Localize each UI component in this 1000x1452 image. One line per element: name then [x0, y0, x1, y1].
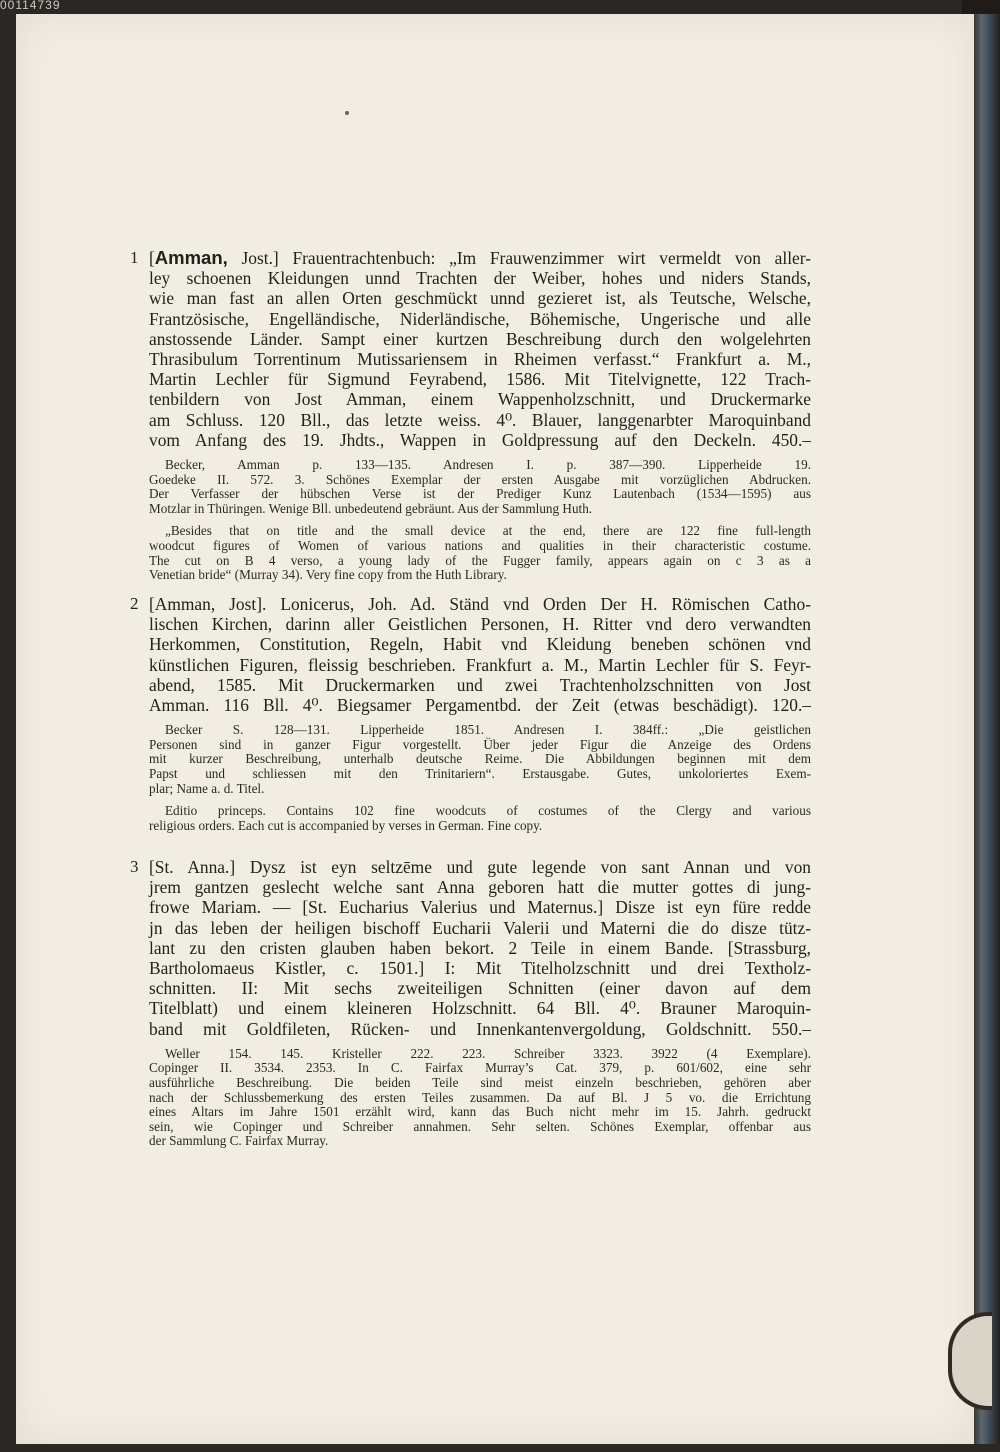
note-line: Personen sind in ganzer Figur vorgestellt. Über jeder Figur die Anzeige des Ordens — [149, 736, 811, 752]
entry-note — [149, 1047, 811, 1149]
description-line: schnitten. II: Mit sechs zweiteiligen Schnitten (einer davon auf dem — [149, 978, 811, 999]
note-line: Copinger II. 3534. 2353. In C. Fairfax Murray’s Cat. 379, p. 601/602, eine sehr — [149, 1060, 811, 1076]
entry-heading: Amman, — [154, 247, 228, 268]
note-line: Goedeke II. 572. 3. Schönes Exemplar der ersten Ausgabe mit vorzüglichen Abdrucken. — [149, 471, 811, 487]
note-line: Motzlar in Thüringen. Wenige Bll. unbedeutend gebräunt. Aus der Sammlung Huth. — [149, 500, 593, 516]
note-line: Weller 154. 145. Kristeller 222. 223. Schreiber 3323. 3922 (4 Exemplare). — [165, 1045, 811, 1061]
description-line: [Amman, Jost.] Frauentrachtenbuch: „Im Frauwenzimmer wirt vermeldt von aller- — [149, 247, 811, 268]
entry-note — [149, 524, 811, 582]
description-line: Frantzösische, Engelländische, Niderländische, Böhemische, Ungerische und alle — [149, 308, 811, 329]
description-line: [Amman, Jost]. Lonicerus, Joh. Ad. Ständ vnd Orden Der H. Römischen Catho- — [149, 594, 811, 614]
note-line: Papst und schliessen mit den Trinitariern“. Erstausgabe. Gutes, unkoloriertes Exem- — [149, 765, 811, 781]
note-line: Der Verfasser der hübschen Verse ist der Prediger Kunz Lautenbach (1534—1595) aus — [149, 486, 811, 502]
description-line: lischen Kirchen, darinn aller Geistlichen Personen, H. Ritter vnd dero verwandten — [149, 614, 811, 635]
note-line: mit kurzer Beschreibung, unterhalb deutsche Reime. Die Abbildungen beginnen mit dem — [149, 751, 811, 767]
note-line: plar; Name a. d. Titel. — [149, 780, 265, 796]
note-line: religious orders. Each cut is accompanied by verses in German. Fine copy. — [149, 817, 543, 833]
description-line: tenbildern von Jost Amman, einem Wappenholzschnitt, und Druckermarke — [149, 389, 811, 410]
note-line: der Sammlung C. Fairfax Murray. — [149, 1133, 329, 1149]
entry-number: 3 — [130, 857, 139, 876]
note-line: nach der Schlussbemerkung des ersten Teiles zusammen. Da auf Bl. J 5 vo. die Errichtung — [149, 1089, 811, 1105]
entry-description — [149, 594, 811, 715]
note-line: sein, wie Copinger und Schreiber annahmen. Sehr selten. Schönes Exemplar, offenbar aus — [149, 1118, 811, 1134]
description-line: Amman. 116 Bll. 4⁰. Biegsamer Pergamentbd. der Zeit (etwas beschädigt). 120.– — [149, 695, 811, 716]
binding-edge — [974, 14, 1000, 1444]
entry-description — [149, 248, 811, 450]
description-line: Bartholomaeus Kistler, c. 1501.] I: Mit Titelholzschnitt und drei Textholz- — [149, 958, 811, 979]
description-line: Martin Lechler für Sigmund Feyrabend, 1586. Mit Titelvignette, 122 Trach- — [149, 369, 811, 390]
page — [16, 14, 974, 1444]
note-line: „Besides that on title and the small device at the end, there are 122 fine full-length — [165, 523, 811, 539]
note-line: Becker S. 128—131. Lipperheide 1851. Andresen I. 384ff.: „Die geistlichen — [165, 722, 811, 738]
description-line: künstlichen Figuren, fleissig beschrieben. Frankfurt a. M., Martin Lechler für S. Feyr- — [149, 654, 811, 675]
note-line: ausführliche Beschreibung. Die beiden Teile sind meist einzeln beschrieben, gehören aber — [149, 1074, 811, 1090]
note-line: Editio princeps. Contains 102 fine woodcuts of costumes of the Clergy and various — [165, 803, 811, 819]
description-line: anstossende Länder. Sampt einer kurtzen Beschreibung durch den wolgelehrten — [149, 328, 811, 349]
note-line: woodcut figures of Women of various nations and qualities in their characteristic costume. — [149, 537, 811, 553]
description-line: am Schluss. 120 Bll., das letzte weiss. 4⁰. Blauer, langgenarbter Maroquinband — [149, 409, 811, 430]
description-line: ley schoenen Kleidungen unnd Trachten der Weiber, hohes und niders Stands, — [149, 268, 811, 289]
description-line: [St. Anna.] Dysz ist eyn seltzēme und gute legende von sant Annan und von — [149, 857, 811, 877]
entry-note — [149, 458, 811, 516]
description-line: vom Anfang des 19. Jhdts., Wappen in Goldpressung auf den Deckeln. 450.– — [149, 429, 811, 450]
corner-label: 00114739 — [0, 0, 61, 12]
description-line: wie man fast an allen Orten geschmückt unnd gezieret ist, als Teutsche, Welsche, — [149, 288, 811, 309]
entry-number: 1 — [130, 248, 139, 267]
description-line: lant zu den cristen glauben haben bekort. 2 Teile in einem Bande. [Strassburg, — [149, 937, 811, 958]
description-line: band mit Goldfileten, Rücken- und Innenkantenvergoldung, Goldschnitt. 550.– — [149, 1018, 811, 1039]
description-line: jrem gantzen geslecht welche sant Anna geboren hatt die mutter gottes di jung- — [149, 877, 811, 898]
note-line: The cut on B 4 verso, a young lady of the Fugger family, appears again on c 3 as a — [149, 552, 811, 568]
note-line: Becker, Amman p. 133—135. Andresen I. p. 387—390. Lipperheide 19. — [165, 457, 811, 472]
note-line: eines Altars im Jahre 1501 erzählt wird, kann das Buch nicht mehr im 15. Jahrh. gedruckt — [149, 1104, 811, 1120]
description-line: frowe Mariam. — [St. Eucharius Valerius und Maternus.] Disze ist eyn füre redde — [149, 897, 811, 918]
entry-note — [149, 804, 811, 833]
description-line: Titelblatt) und einem kleineren Holzschnitt. 64 Bll. 4⁰. Brauner Maroquin- — [149, 998, 811, 1019]
description-line: jn das leben der heiligen bischoff Eucharii Valerii und Materni die do disze tütz- — [149, 917, 811, 938]
description-line: Herkommen, Constitution, Regeln, Habit vnd Kleidung beneben schönen vnd — [149, 634, 811, 655]
entry-number: 2 — [130, 594, 139, 613]
entry-description — [149, 857, 811, 1039]
description-line: abend, 1585. Mit Druckermarken und zwei Trachtenholzschnitten von Jost — [149, 674, 811, 695]
description-line: Thrasibulum Torrentinum Mutissariensem in Rheimen verfasst.“ Frankfurt a. M., — [149, 349, 811, 370]
note-line: Venetian bride“ (Murray 34). Very fine copy from the Huth Library. — [149, 567, 507, 583]
catalog-content — [16, 14, 974, 1444]
entry-note — [149, 723, 811, 796]
